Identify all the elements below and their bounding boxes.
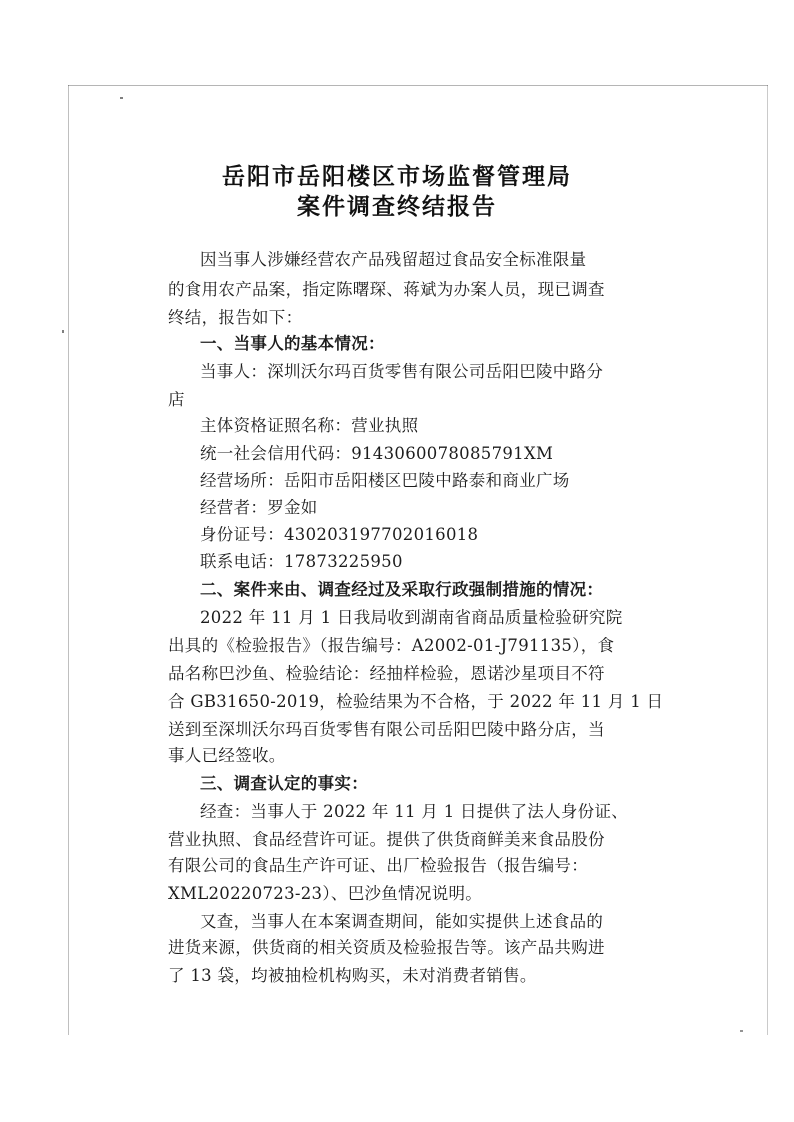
intro-line: 因当事人涉嫌经营农产品残留超过食品安全标准限量 xyxy=(200,250,587,269)
scan-mark-top xyxy=(68,85,768,86)
section3-line: XML20220723-23）、巴沙鱼情况说明。 xyxy=(168,884,483,903)
phone-line: 联系电话：17873225950 xyxy=(200,552,403,571)
section3-line: 营业执照、食品经营许可证。提供了供货商鲜美来食品股份 xyxy=(168,830,605,849)
scan-mark-dot xyxy=(740,1030,743,1032)
party-line: 店 xyxy=(168,390,185,409)
operator-line: 经营者：罗金如 xyxy=(200,498,318,517)
section2-heading: 二、案件来由、调查经过及采取行政强制措施的情况： xyxy=(200,580,604,599)
section2-line: 合 GB31650-2019，检验结果为不合格，于 2022 年 11 月 1 日 xyxy=(168,692,664,711)
section2-line: 送到至深圳沃尔玛百货零售有限公司岳阳巴陵中路分店，当 xyxy=(168,720,605,739)
section2-line: 出具的《检验报告》（报告编号：A2002-01-J791135），食 xyxy=(168,636,615,655)
section2-line: 事人已经签收。 xyxy=(168,746,286,765)
scan-mark-right xyxy=(767,85,768,1035)
id-number-line: 身份证号：430203197702016018 xyxy=(200,525,479,544)
document-title-line2: 案件调查终结报告 xyxy=(297,194,497,220)
party-line: 当事人：深圳沃尔玛百货零售有限公司岳阳巴陵中路分 xyxy=(200,362,604,381)
section3-line: 有限公司的食品生产许可证、出厂检验报告（报告编号： xyxy=(168,856,588,875)
section2-line: 2022 年 11 月 1 日我局收到湖南省商品质量检验研究院 xyxy=(200,608,623,627)
scan-mark-dot xyxy=(120,97,123,99)
section3-line: 又查，当事人在本案调查期间，能如实提供上述食品的 xyxy=(200,912,604,931)
section3-heading: 三、调查认定的事实： xyxy=(200,774,368,793)
section2-line: 品名称巴沙鱼、检验结论：经抽样检验，恩诺沙星项目不符 xyxy=(168,664,605,683)
section1-heading: 一、当事人的基本情况： xyxy=(200,334,385,353)
section3-line: 进货来源，供货商的相关资质及检验报告等。该产品共购进 xyxy=(168,938,605,957)
intro-line: 的食用农产品案，指定陈曙琛、蒋斌为办案人员，现已调查 xyxy=(168,280,605,299)
credit-code-line: 统一社会信用代码：9143060078085791XM xyxy=(200,444,554,463)
document-title-line1: 岳阳市岳阳楼区市场监督管理局 xyxy=(222,164,572,190)
section3-line: 了 13 袋，均被抽检机构购买，未对消费者销售。 xyxy=(168,966,537,985)
section3-line: 经查：当事人于 2022 年 11 月 1 日提供了法人身份证、 xyxy=(200,802,629,821)
address-line: 经营场所：岳阳市岳阳楼区巴陵中路泰和商业广场 xyxy=(200,471,570,490)
scan-mark-left xyxy=(68,85,69,1035)
license-line: 主体资格证照名称：营业执照 xyxy=(200,416,419,435)
intro-line: 终结，报告如下： xyxy=(168,308,303,327)
scan-mark-dot xyxy=(62,330,64,333)
